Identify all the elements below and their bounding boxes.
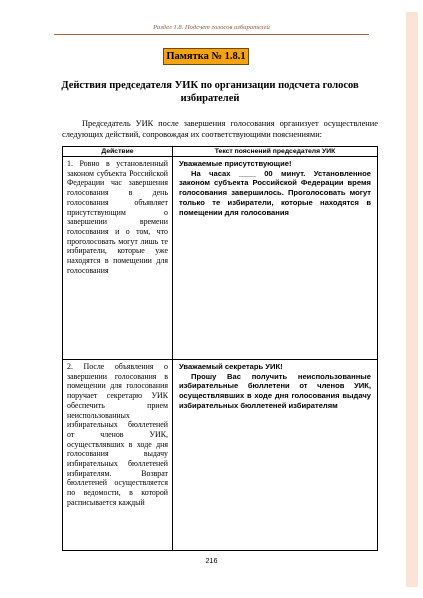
speech-cell: [173, 157, 378, 360]
header-divider: [54, 34, 369, 35]
speech-text: Прошу Вас получить неиспользованные избирательные бюллетени от членов УИК, осуществлявших в ходе дня голосования выдачу избирательных бюллетеней избирателям: [179, 371, 371, 410]
section-header: Раздел 1.8. Подсчет голосов избирателей: [153, 24, 270, 31]
speech-greeting: Уважаемый секретарь УИК!: [179, 362, 283, 371]
table-row: [63, 360, 378, 551]
action-cell: 1. Ровно в установленный законом субъекта Российской Федерации час завершения голосования в день голосования объявляет присутствующим о завершении времени голосования и о том, что проголосовать могут лишь те избиратели, которые уже находятся в помещении для голосования: [63, 157, 173, 360]
table-row: [63, 157, 378, 360]
speech-greeting: Уважаемые присутствующие!: [179, 159, 292, 168]
memo-label: Памятка № 1.8.1: [163, 48, 249, 65]
page-title: Действия председателя УИК по организации подсчета голосов избирателей: [61, 80, 359, 104]
page-edge-bar: [406, 12, 418, 587]
intro-paragraph: Председатель УИК после завершения голосования организует осуществление следующих действий, сопровождая их соответствующими пояснениями:: [62, 119, 378, 139]
speech-cell: [173, 360, 378, 551]
table-header-row: [63, 147, 378, 157]
column-header-speech: Текст пояснений председателя УИК: [173, 147, 378, 157]
actions-table: [62, 146, 378, 551]
speech-text: На часах ____ 00 минут. Установленное законом субъекта Российской Федерации время голосования завершилось. Проголосовать могут только те избиратели, которые находятся в помещении для голосования: [179, 168, 371, 217]
action-cell: 2. После объявления о завершении голосования в помещении для голосования поручает секретарю УИК обеспечить прием неиспользованных избирательных бюллетеней от членов УИК, осуществлявших в ходе дня голосования выдачу избирательных бюллетеней избирателям. Возврат бюллетеней осуществляется по ведомости, в которой расписывается каждый: [63, 360, 173, 551]
page-number: 216: [205, 556, 218, 565]
column-header-action: Действие: [63, 147, 173, 157]
